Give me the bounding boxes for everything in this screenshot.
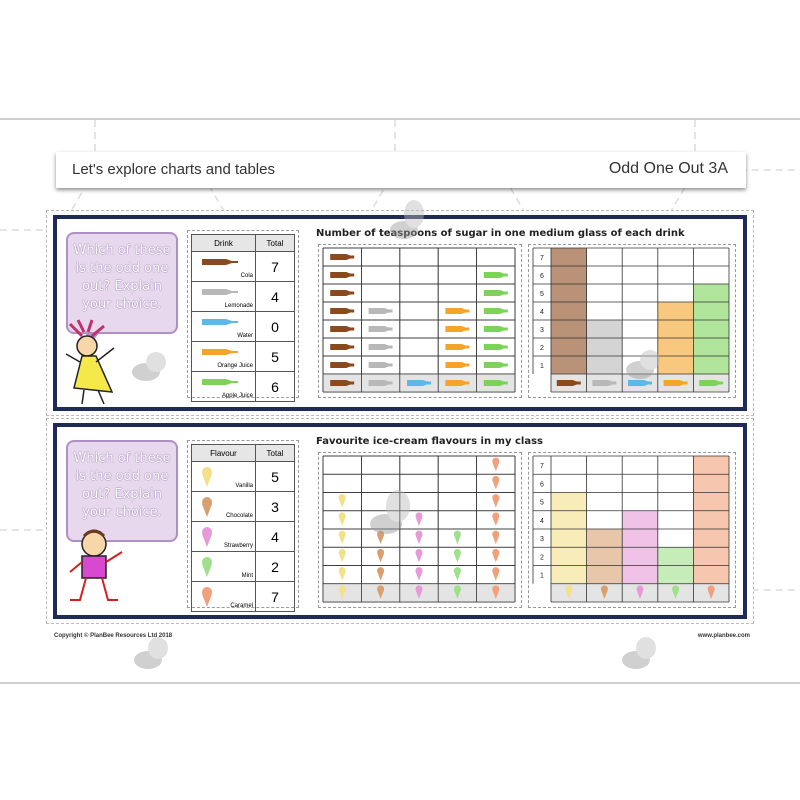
pictogram-symbol bbox=[484, 362, 508, 368]
flavours-data-table bbox=[191, 444, 295, 612]
pictogram-symbol bbox=[445, 362, 469, 368]
pictogram-symbol-cone bbox=[377, 553, 384, 562]
row-label: Strawberry bbox=[223, 543, 253, 549]
row-label: Mint bbox=[241, 573, 253, 579]
table-row bbox=[192, 582, 295, 612]
row-label: Lemonade bbox=[224, 303, 253, 309]
mint-icecream-icon bbox=[200, 556, 214, 578]
pictogram-symbol-cone bbox=[454, 553, 461, 562]
col-header-total: Total bbox=[256, 235, 295, 252]
y-tick-label: 3 bbox=[540, 536, 544, 544]
col-header-total: Total bbox=[256, 445, 295, 462]
website-footer: www.planbee.com bbox=[697, 633, 750, 639]
orange-juice-bottle-icon bbox=[200, 346, 240, 358]
table-row bbox=[192, 492, 295, 522]
table-row bbox=[192, 312, 295, 342]
bar bbox=[551, 248, 587, 374]
row-value: 7 bbox=[256, 582, 295, 612]
question-bubble bbox=[66, 440, 178, 542]
chocolate-icecream-icon bbox=[200, 496, 214, 518]
bar bbox=[587, 529, 623, 584]
pictogram-symbol-cone bbox=[339, 553, 346, 562]
y-tick-label: 5 bbox=[540, 291, 544, 298]
pictogram-symbol-cone bbox=[339, 535, 346, 544]
pictogram-symbol bbox=[330, 272, 354, 278]
table-row bbox=[192, 252, 295, 282]
pictogram-symbol-cone bbox=[492, 572, 499, 581]
worksheet-code: Odd One Out 3A bbox=[608, 160, 728, 177]
bee-watermark-icon bbox=[126, 350, 176, 390]
apple-juice-bottle-icon bbox=[200, 376, 240, 388]
pictogram-symbol bbox=[445, 344, 469, 350]
row-value: 0 bbox=[256, 312, 295, 342]
table-row bbox=[192, 552, 295, 582]
pictogram-symbol-cone bbox=[377, 572, 384, 581]
drinks-pictogram bbox=[318, 244, 522, 398]
row-label: Cola bbox=[240, 273, 253, 279]
pictogram-symbol bbox=[484, 308, 508, 314]
table-row bbox=[192, 522, 295, 552]
y-tick-label: 3 bbox=[540, 327, 544, 334]
row-label: Apple Juice bbox=[221, 393, 253, 399]
bee-watermark-icon bbox=[616, 636, 666, 680]
bar bbox=[693, 284, 729, 374]
pictogram-symbol bbox=[484, 344, 508, 350]
lemonade-bottle-icon bbox=[200, 286, 240, 298]
bee-watermark-icon bbox=[384, 200, 434, 250]
table-row bbox=[192, 462, 295, 492]
table-row bbox=[192, 342, 295, 372]
icecream-bar-chart-svg bbox=[529, 453, 733, 605]
pictogram-symbol bbox=[445, 308, 469, 314]
icecream-bar-chart bbox=[528, 452, 736, 608]
caramel-icecream-icon bbox=[200, 586, 214, 608]
pictogram-symbol bbox=[330, 344, 354, 350]
pictogram-symbol-cone bbox=[492, 480, 499, 489]
y-tick-label: 2 bbox=[540, 554, 544, 562]
row-value: 5 bbox=[256, 462, 295, 492]
row-value: 7 bbox=[256, 252, 295, 282]
y-tick-label: 4 bbox=[540, 309, 544, 316]
pictogram-symbol bbox=[369, 308, 393, 314]
bar bbox=[551, 493, 587, 584]
pictogram-symbol bbox=[330, 290, 354, 296]
question-text: Which of these is the odd one out? Explain your choice. bbox=[73, 243, 171, 312]
water-bottle-icon bbox=[200, 316, 240, 328]
bee-watermark-icon bbox=[128, 636, 178, 680]
copyright-footer: Copyright © PlanBee Resources Ltd 2018 bbox=[54, 633, 173, 639]
pictogram-symbol-cone bbox=[492, 462, 499, 471]
row-value: 2 bbox=[256, 552, 295, 582]
header-bar bbox=[56, 152, 746, 188]
pictogram-symbol bbox=[330, 254, 354, 260]
pictogram-symbol-cone bbox=[492, 553, 499, 562]
girl-character-icon bbox=[62, 318, 132, 406]
question-text: Which of these is the odd one out? Explain your choice. bbox=[73, 451, 171, 520]
pictogram-symbol bbox=[484, 326, 508, 332]
drinks-chart-title: Number of teaspoons of sugar in one medium glass of each drink bbox=[316, 228, 685, 239]
y-tick-label: 5 bbox=[540, 499, 544, 507]
pictogram-symbol-cone bbox=[454, 572, 461, 581]
bar bbox=[587, 320, 623, 374]
y-tick-label: 6 bbox=[540, 273, 544, 280]
y-tick-label: 4 bbox=[540, 517, 544, 525]
table-row bbox=[192, 372, 295, 402]
row-value: 5 bbox=[256, 342, 295, 372]
row-value: 6 bbox=[256, 372, 295, 402]
pictogram-symbol bbox=[330, 326, 354, 332]
row-label: Vanilla bbox=[235, 483, 253, 489]
flavours-table bbox=[187, 440, 299, 608]
pictogram-symbol-cone bbox=[416, 572, 423, 581]
pictogram-symbol-cone bbox=[339, 572, 346, 581]
pictogram-symbol bbox=[484, 290, 508, 296]
y-tick-label: 6 bbox=[540, 481, 544, 489]
pictogram-symbol bbox=[369, 326, 393, 332]
table-row bbox=[192, 282, 295, 312]
bar bbox=[693, 456, 729, 584]
pictogram-symbol-cone bbox=[492, 499, 499, 508]
pictogram-symbol-cone bbox=[339, 499, 346, 508]
bee-watermark-icon bbox=[362, 488, 422, 548]
pictogram-symbol-cone bbox=[416, 553, 423, 562]
pictogram-symbol-cone bbox=[454, 535, 461, 544]
cola-bottle-icon bbox=[200, 256, 240, 268]
y-tick-label: 1 bbox=[540, 572, 544, 580]
pictogram-symbol-cone bbox=[492, 535, 499, 544]
page-title: Let's explore charts and tables bbox=[72, 161, 275, 178]
pictogram-symbol bbox=[369, 344, 393, 350]
row-label: Orange Juice bbox=[217, 363, 253, 369]
col-header-drink: Drink bbox=[192, 235, 256, 252]
vanilla-icecream-icon bbox=[200, 466, 214, 488]
pictogram-symbol bbox=[330, 308, 354, 314]
bee-watermark-icon bbox=[620, 348, 670, 388]
row-label: Caramel bbox=[230, 603, 253, 609]
strawberry-icecream-icon bbox=[200, 526, 214, 548]
col-header-flavour: Flavour bbox=[192, 445, 256, 462]
drinks-data-table bbox=[191, 234, 295, 402]
icecream-chart-title: Favourite ice-cream flavours in my class bbox=[316, 436, 543, 447]
pictogram-symbol-cone bbox=[339, 517, 346, 526]
row-value: 3 bbox=[256, 492, 295, 522]
row-label: Chocolate bbox=[225, 513, 253, 519]
row-value: 4 bbox=[256, 522, 295, 552]
boy-character-icon bbox=[66, 528, 136, 608]
y-tick-label: 2 bbox=[540, 345, 544, 352]
y-tick-label: 7 bbox=[540, 255, 544, 262]
pictogram-symbol bbox=[484, 272, 508, 278]
y-tick-label: 7 bbox=[540, 463, 544, 471]
row-label: Water bbox=[237, 333, 253, 339]
drinks-table bbox=[187, 230, 299, 398]
pictogram-symbol bbox=[369, 362, 393, 368]
pictogram-symbol-cone bbox=[492, 517, 499, 526]
pictogram-symbol bbox=[445, 326, 469, 332]
pictogram-symbol bbox=[330, 362, 354, 368]
y-tick-label: 1 bbox=[540, 363, 544, 370]
row-value: 4 bbox=[256, 282, 295, 312]
drinks-pictogram-svg bbox=[319, 245, 519, 395]
